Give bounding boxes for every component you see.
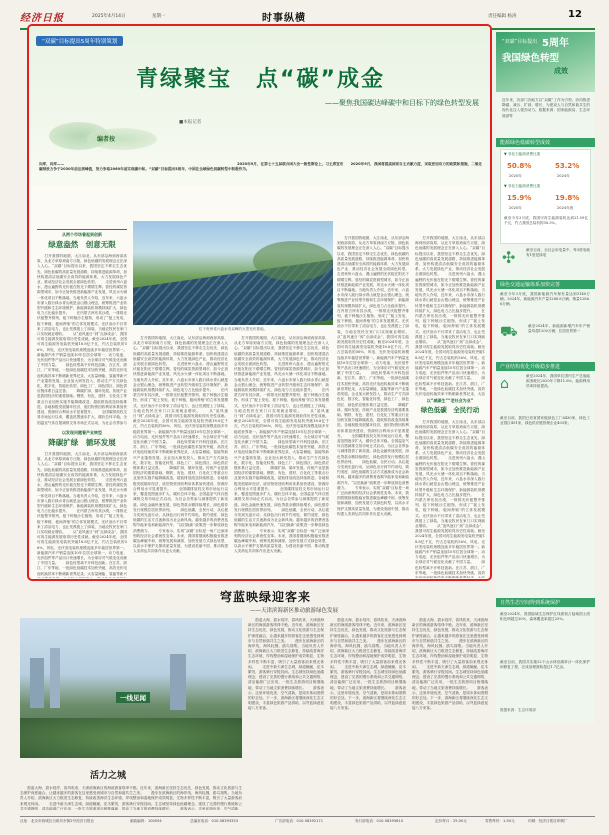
leaf-illustration — [39, 118, 159, 158]
factory-icon: ⌂ — [500, 376, 509, 392]
section-energy: 能源绿色低碳转型成效 — [496, 138, 595, 147]
stat-green-factories: 截至目前，我国已培育国家级绿色工厂6430家，绿色工业园区491家，绿色供应链管理企业403家。 — [500, 416, 590, 426]
stat-nev-sales: 截至2024年，新能源新增汽车年产销量均超1200万辆，位居世界第一 — [528, 324, 590, 334]
feature-byline: ■本报记者 — [179, 120, 211, 125]
stat-nev: 截至今年3月底，我国新能源汽车保有量达到3140万辆。2024年，新能源汽车产量1288.8万辆，销量1286.6万辆。 — [500, 292, 590, 307]
anniversary-badge: “双碳”目标提出5周年特别策划 — [36, 36, 123, 46]
wind-turbine-icon: ✣ — [502, 248, 516, 267]
stat-restoration: 截至目前，我国共实施52个山水林田湖草沙一体化保护和修复工程，完成治理面积超过1.7亿亩。 — [500, 660, 590, 670]
issue-date: 2025年4月14日 — [92, 14, 126, 19]
footer-printer: 印刷：经济日报社印刷厂 — [528, 819, 568, 823]
lower-article — [20, 618, 490, 813]
infographic-sidebar — [496, 32, 595, 724]
section-title: 时事纵横 — [262, 13, 306, 24]
energy-card: ▼ 非化石能源消费比重 50.8% 53.2% 2020年 2024年 ▼ 非化石能源消费比重 15.9% 19.8% 2020年 2024年底 截至今年3月底，我国可再生能源装机达到21.59亿千瓦，约占我国总装机的58.3%。 — [500, 149, 591, 244]
sidebar-intro: 近年来，各部门各地方以“双碳”工作为引领，协同推进降碳、减污、扩绿、增长，为建设人与自然和谐共生的现代化注入强劲动力。数据来源：国家能源局、生态环境部等 — [502, 98, 590, 118]
stat-ecology-redline: 截至2024年，我国陆域生态保护红线面积占陆域国土面积比例超过30%，森林覆盖率超过25%。 — [500, 612, 590, 622]
issue-weekday: 星期一 — [152, 14, 166, 19]
body-col2-a: 打开我国的地图，大江南北，从东部沿海到西部高原，从北方草原到南方丘陵，绿色低碳的发展理念正在深入人心。“双碳”目标提出以来，我国坚定不移走生态优先、绿色低碳的高质量发展道路，持续推进能源革命，加快构建清洁低碳安全高效的能源体系，大力发展绿色产业，推动经济社会发展全面绿色转型。 走进贵州六盘水，漫山遍野的光伏板在阳光下熠熠生辉。曾经的煤炭资源型城市，如今正加快推进新能源产业发展，风光水火储一体化项目不断落地。当地负责人介绍，近年来，六盘水市深入践行绿水青山就是金山银山理念，统筹推进产业转型升级和生态环境保护，新能源装机规模持续扩大，绿色电力占比稳步提升。 在内蒙古库布其沙漠，一排排光伏板整齐排列，板下种植沙生植物，形成了“板上发电、板下种植、板间养殖”的立体发展模式。光伏治沙不仅带来了清洁电力，也让荒漠披上了绿装，当地农牧民在家门口实现就业增收。 从“追风逐日”到“点绿成金”，我国可再生能源发展取得历史性成就。截至2024年底，全国可再生能源发电装机突破18.8亿千瓦，约占总装机的56%，风电、光伏发电装机规模连续多年稳居世界第一。新能源汽车产销量连续10年位居全球第一，动力电池、光伏组件等产品出口快速增长，为全球应对气候变化贡献了中国力量。 绿色转型离不开科技创新。在江苏、浙江、广东等地，一批绿色低碳技术加快突破，高效光伏电池转换效率不断刷新世界纪录，大容量储能、氢能等新兴产业蓬勃发展。企业加大研发投入，推动生产方式绿色化、数字化、智能化转型，绿色工厂、绿色园区、绿色供应链体系日益完善。 降碳扩绿，循环发展。传统产业是我国经济的重要基础。钢铁、有色、建材、石化化工等重点行业加快实施节能降碳改造，超低排放改造持续推进。各地积极发展循环经济，废旧物资回收利用体系加快建设，资源综合利用水平显著提升。 全国碳排放权交易市场运行以来，覆盖范围逐步扩大，碳价总体平稳。全国温室气体自愿减排交易市场正式启动，为社会各界参与减排提供了新渠道。绿色金融快速发展，绿色贷款余额持续增长，绿色债券发行规模位居世界前列。 绿色低碳，全民行动。从垃圾分类到光盘行动，从绿色出行到节约用电，简约适度、绿色低碳的生活方式逐渐成为社会新风尚。越来越多的消费者选购节能家电和新能源汽车，“以旧换新”政策进一步释放绿色消费潜力。 专家表示，实现“双碳”目标是一场广泛而深刻的经济社会系统性变革。未来，我国将继续积极稳妥推进碳达峰碳中和，统筹发展和减排，加快发展方式绿色转型，以高水平保护支撑高质量发展，为建设美丽中国、推动构建人类命运共同体作出更大贡献。 — [133, 336, 228, 554]
body-col3-a: 打开我国的地图，大江南北，从东部沿海到西部高原，从北方草原到南方丘陵，绿色低碳的发展理念正在深入人心。“双碳”目标提出以来，我国坚定不移走生态优先、绿色低碳的高质量发展道路，持续推进能源革命，加快构建清洁低碳安全高效的能源体系，大力发展绿色产业，推动经济社会发展全面绿色转型。 走进贵州六盘水，漫山遍野的光伏板在阳光下熠熠生辉。曾经的煤炭资源型城市，如今正加快推进新能源产业发展，风光水火储一体化项目不断落地。当地负责人介绍，近年来，六盘水市深入践行绿水青山就是金山银山理念，统筹推进产业转型升级和生态环境保护，新能源装机规模持续扩大，绿色电力占比稳步提升。 在内蒙古库布其沙漠，一排排光伏板整齐排列，板下种植沙生植物，形成了“板上发电、板下种植、板间养殖”的立体发展模式。光伏治沙不仅带来了清洁电力，也让荒漠披上了绿装，当地农牧民在家门口实现就业增收。 从“追风逐日”到“点绿成金”，我国可再生能源发展取得历史性成就。截至2024年底，全国可再生能源发电装机突破18.8亿千瓦，约占总装机的56%，风电、光伏发电装机规模连续多年稳居世界第一。新能源汽车产销量连续10年位居全球第一，动力电池、光伏组件等产品出口快速增长，为全球应对气候变化贡献了中国力量。 绿色转型离不开科技创新。在江苏、浙江、广东等地，一批绿色低碳技术加快突破，高效光伏电池转换效率不断刷新世界纪录，大容量储能、氢能等新兴产业蓬勃发展。企业加大研发投入，推动生产方式绿色化、数字化、智能化转型，绿色工厂、绿色园区、绿色供应链体系日益完善。 降碳扩绿，循环发展。传统产业是我国经济的重要基础。钢铁、有色、建材、石化化工等重点行业加快实施节能降碳改造，超低排放改造持续推进。各地积极发展循环经济，废旧物资回收利用体系加快建设，资源综合利用水平显著提升。 全国碳排放权交易市场运行以来，覆盖范围逐步扩大，碳价总体平稳。全国温室气体自愿减排交易市场正式启动，为社会各界参与减排提供了新渠道。绿色金融快速发展，绿色贷款余额持续增长，绿色债券发行规模位居世界前列。 绿色低碳，全民行动。从垃圾分类到光盘行动，从绿色出行到节约用电，简约适度、绿色低碳的生活方式逐渐成为社会新风尚。越来越多的消费者选购节能家电和新能源汽车，“以旧换新”政策进一步释放绿色消费潜力。 专家表示，实现“双碳”目标是一场广泛而深刻的经济社会系统性变革。未来，我国将继续积极稳妥推进碳达峰碳中和，统筹发展和减排，加快发展方式绿色转型，以高水平保护支撑高质量发展，为建设美丽中国、推动构建人类命运共同体作出更大贡献。 — [234, 336, 329, 554]
footer — [20, 819, 595, 829]
body-col5-b: 打开我国的地图，大江南北，从东部沿海到西部高原，从北方草原到南方丘陵，绿色低碳的发展理念正在深入人心。“双碳”目标提出以来，我国坚定不移走生态优先、绿色低碳的高质量发展道路，持续推进能源革命，加快构建清洁低碳安全高效的能源体系，大力发展绿色产业，推动经济社会发展全面绿色转型。 走进贵州六盘水，漫山遍野的光伏板在阳光下熠熠生辉。曾经的煤炭资源型城市，如今正加快推进新能源产业发展，风光水火储一体化项目不断落地。当地负责人介绍，近年来，六盘水市深入践行绿水青山就是金山银山理念，统筹推进产业转型升级和生态环境保护，新能源装机规模持续扩大，绿色电力占比稳步提升。 在内蒙古库布其沙漠，一排排光伏板整齐排列，板下种植沙生植物，形成了“板上发电、板下种植、板间养殖”的立体发展模式。光伏治沙不仅带来了清洁电力，也让荒漠披上了绿装，当地农牧民在家门口实现就业增收。 从“追风逐日”到“点绿成金”，我国可再生能源发展取得历史性成就。截至2024年底，全国可再生能源发电装机突破18.8亿千瓦，约占总装机的56%，风电、光伏发电装机规模连续多年稳居世界第一。新能源汽车产销量连续10年位居全球第一，动力电池、光伏组件等产品出口快速增长，为全球应对气候变化贡献了中国力量。 绿色转型离不开科技创新。在江苏、浙江、广东等地，一批绿色低碳技术加快突破，高效 — [415, 420, 485, 575]
photo-caption: 位于贵州省六盘水市双峰的大型光伏基地。 — [198, 327, 268, 331]
field-notes-label: 一线见闻 — [116, 692, 150, 703]
section-transport: 绿色交通运输体系加快完善 — [496, 280, 595, 289]
photo-description: 蔚蓝大海，碧水绕岸，春风吹来，天津滨海新区的海滨游客络绎不绝。近年来，滨海新区坚持生态优先、绿色发展，推动文化旅游与生态保护深度融合，让越来越多的游客在这里感受到城市与自然和谐共生之美。 漫步在滨海新区的海岸线，海风轻拂，鸥鸟翔集。当地负责人介绍，滨海新区大力推进生态修复，持续改善海洋生态环境，岸线整治和湿地保护成效明显，生物多样性不断丰富，吸引了大量游客前来观光休闲。 走进中新天津生态城，绿道蜿蜒，花木繁茂，游客骑行穿梭其间。生态城坚持绿色低碳理念，建设了完善的慢行系统和公共交通网络，清洁能源广泛应用，一批生态旅游项目相继落地，带动了当地文旅消费持续增长。 游客表示，这里环境优美、空气清新， — [20, 786, 242, 810]
stat-energy-intensity: 截至2024年，我国单位国内生产总值能源消耗比2020年下降11.6%，能源利用效率持续提高。 — [526, 374, 590, 389]
footer-price: 定价每月：25.00元 — [435, 819, 467, 823]
editor-note-text: 向库，向库—— 2020年9月，在第七十五届联合国大会一般性辩论上，习主席宣布 2020年9月，我国将提高国家自主贡献力度，采取更加有力的政策和措施，二氧化碳排放力争于2030年前达到峰值，努力争取2060年前实现碳中和。“双碳”目标提出5周年，中国在全球绿色低碳转型中积极作为。 — [39, 162, 482, 172]
newspaper-logo: 经济日报 — [20, 13, 64, 24]
footer-postcode: 邮政编码：100054 — [130, 819, 162, 823]
footer-retail: 零售每份：1.50元 — [485, 819, 515, 823]
lower-body-col3: 蔚蓝大海，碧水绕岸，春风吹来，天津滨海新区的海滨游客络绎不绝。近年来，滨海新区坚持生态优先、绿色发展，推动文化旅游与生态保护深度融合，让越来越多的游客在这里感受到城市与自然和谐共生之美。 漫步在滨海新区的海岸线，海风轻拂，鸥鸟翔集。当地负责人介绍，滨海新区大力推进生态修复，持续改善海洋生态环境，岸线整治和湿地保护成效明显，生物多样性不断丰富，吸引了大量游客前来观光休闲。 走进中新天津生态城，绿道蜿蜒，花木繁茂，游客骑行穿梭其间。生态城坚持绿色低碳理念，建设了完善的慢行系统和公共交通网络，清洁能源广泛应用，一批生态旅游项目相继落地，带动了当地文旅消费持续增长。 游客表示，这里环境优美、空气清新，是周末休闲度假的好去处。下一步，滨海新区将继续深化生态文明建设，丰富绿色旅游产品供给，以穹蓝绿意迎接八方来客。 — [412, 618, 488, 711]
page-number: 12 — [568, 9, 582, 20]
feature-title: 青绿聚宝 点“碳”成金 — [136, 67, 385, 92]
feature-article — [27, 24, 492, 581]
subhead-1: 从两个市场看起到创新 绿意盎然 创意无限 — [37, 232, 127, 250]
body-col1-a: 打开我国的地图，大江南北，从东部沿海到西部高原，从北方草原到南方丘陵，绿色低碳的发展理念正在深入人心。“双碳”目标提出以来，我国坚定不移走生态优先、绿色低碳的高质量发展道路，持续推进能源革命，加快构建清洁低碳安全高效的能源体系，大力发展绿色产业，推动经济社会发展全面绿色转型。 走进贵州六盘水，漫山遍野的光伏板在阳光下熠熠生辉。曾经的煤炭资源型城市，如今正加快推进新能源产业发展，风光水火储一体化项目不断落地。当地负责人介绍，近年来，六盘水市深入践行绿水青山就是金山银山理念，统筹推进产业转型升级和生态环境保护，新能源装机规模持续扩大，绿色电力占比稳步提升。 在内蒙古库布其沙漠，一排排光伏板整齐排列，板下种植沙生植物，形成了“板上发电、板下种植、板间养殖”的立体发展模式。光伏治沙不仅带来了清洁电力，也让荒漠披上了绿装，当地农牧民在家门口实现就业增收。 从“追风逐日”到“点绿成金”，我国可再生能源发展取得历史性成就。截至2024年底，全国可再生能源发电装机突破18.8亿千瓦，约占总装机的56%，风电、光伏发电装机规模连续多年稳居世界第一。新能源汽车产销量连续10年位居全球第一，动力电池、光伏组件等产品出口快速增长，为全球应对气候变化贡献了中国力量。 绿色转型离不开科技创新。在江苏、浙江、广东等地，一批绿色低碳技术加快突破，高效光伏电池转换效率不断刷新世界纪录，大容量储能、氢能等新兴产业蓬勃发展。企业加大研发投入，推动生产方式绿色化、数字化、智能化转型，绿色工厂、绿色园区、绿色供应链体系日益完善。 降碳扩绿，循环发展。传统产业是我国经济的重要基础。钢铁、有色、建材、石化化工等重点行业加快实施节能降碳改造，超低排放改造持续推进。各地积极发展循环经济，废旧物资回收利用体系加快建设，资源综合利用水平显著提升。 全国碳排放权交易市场运行以来，覆盖范围逐步扩大，碳价总体平稳。全国温室气体自愿减排交易市场正式启动，为社会各界参与 — [37, 254, 127, 425]
stat-green-power: 截至目前，全社会用电量中，每3度电就有1度是绿电 — [526, 248, 590, 258]
footer-ad: 广告部电话：010-58392171 — [275, 819, 324, 823]
editor-note-heading: 编者按 — [97, 136, 116, 143]
photo-title: 活力之城 — [90, 771, 127, 781]
subhead-3: 以“减碳生”“老社会为业” 绿色低碳 全民行动 — [420, 398, 480, 415]
lower-body-col1: 蔚蓝大海，碧水绕岸，春风吹来，天津滨海新区的海滨游客络绎不绝。近年来，滨海新区坚持生态优先、绿色发展，推动文化旅游与生态保护深度融合，让越来越多的游客在这里感受到城市与自然和谐共生之美。 漫步在滨海新区的海岸线，海风轻拂，鸥鸟翔集。当地负责人介绍，滨海新区大力推进生态修复，持续改善海洋生态环境，岸线整治和湿地保护成效明显，生物多样性不断丰富，吸引了大量游客前来观光休闲。 走进中新天津生态城，绿道蜿蜒，花木繁茂，游客骑行穿梭其间。生态城坚持绿色低碳理念，建设了完善的慢行系统和公共交通网络，清洁能源广泛应用，一批生态旅游项目相继落地，带动了当地文旅消费持续增长。 游客表示，这里环境优美、空气清新，是周末休闲度假的好去处。下一步，滨海新区将继续深化生态文明建设，丰富绿色旅游产品供给，以穹蓝绿意迎接八方来客。 — [248, 618, 324, 711]
footer-rule — [20, 816, 595, 817]
footer-phone: 总编室电话：010-58393333 — [190, 819, 239, 823]
sidebar-banner: “双碳”目标提出 5周年 我国绿色转型 成效 — [496, 32, 595, 92]
lower-body-col2: 蔚蓝大海，碧水绕岸，春风吹来，天津滨海新区的海滨游客络绎不绝。近年来，滨海新区坚持生态优先、绿色发展，推动文化旅游与生态保护深度融合，让越来越多的游客在这里感受到城市与自然和谐共生之美。 漫步在滨海新区的海岸线，海风轻拂，鸥鸟翔集。当地负责人介绍，滨海新区大力推进生态修复，持续改善海洋生态环境，岸线整治和湿地保护成效明显，生物多样性不断丰富，吸引了大量游客前来观光休闲。 走进中新天津生态城，绿道蜿蜒，花木繁茂，游客骑行穿梭其间。生态城坚持绿色低碳理念，建设了完善的慢行系统和公共交通网络，清洁能源广泛应用，一批生态旅游项目相继落地，带动了当地文旅消费持续增长。 游客表示，这里环境优美、空气清新，是周末休闲度假的好去处。下一步，滨海新区将继续深化生态文明建设，丰富绿色旅游产品供给，以穹蓝绿意迎接八方来客。 — [330, 618, 406, 711]
subhead-2: 以发现问题看产业转型 降碳扩绿 循环发展 — [48, 430, 116, 448]
data-source: 数据来源：生态环境部 — [500, 708, 536, 712]
feature-subtitle: ——聚焦我国碳达峰碳中和目标下的绿色转型发展 — [325, 99, 479, 107]
footer-address: 社址：北京市西城区白纸坊东街2号经济日报社 — [20, 819, 95, 823]
section-industry: 产业结构优化升级稳步推进 — [496, 362, 595, 371]
section-ecology-title: 自然生态空间得到系统保护 — [496, 598, 595, 607]
body-col5-a: 打开我国的地图，大江南北，从东部沿海到西部高原，从北方草原到南方丘陵，绿色低碳的发展理念正在深入人心。“双碳”目标提出以来，我国坚定不移走生态优先、绿色低碳的高质量发展道路，持续推进能源革命，加快构建清洁低碳安全高效的能源体系，大力发展绿色产业，推动经济社会发展全面绿色转型。 走进贵州六盘水，漫山遍野的光伏板在阳光下熠熠生辉。曾经的煤炭资源型城市，如今正加快推进新能源产业发展，风光水火储一体化项目不断落地。当地负责人介绍，近年来，六盘水市深入践行绿水青山就是金山银山理念，统筹推进产业转型升级和生态环境保护，新能源装机规模持续扩大，绿色电力占比稳步提升。 在内蒙古库布其沙漠，一排排光伏板整齐排列，板下种植沙生植物，形成了“板上发电、板下种植、板间养殖”的立体发展模式。光伏治沙不仅带来了清洁电力，也让荒漠披上了绿装，当地农牧民在家门口实现就业增收。 从“追风逐日”到“点绿成金”，我国可再生能源发展取得历史性成就。截至2024年底，全国可再生能源发电装机突破18.8亿千瓦，约占总装机的56%，风电、光伏发电装机规模连续多年稳居世界第一。新能源汽车产销量连续10年位居全球第一，动力电池、光伏组件等产品出口快速增长，为全球应对气候变化贡献了中国力量。 绿色转型离不开科技创新。在江苏、浙江、广东等地，一批绿色低碳技术加快突破，高效光伏电池转换效率不断刷新世界纪录，大容 — [415, 236, 485, 396]
solar-farm-photo — [133, 221, 333, 325]
lower-article-subtitle: ——天津滨海新区推动旅游绿色发展 — [250, 608, 339, 614]
body-col1-b: 打开我国的地图，大江南北，从东部沿海到西部高原，从北方草原到南方丘陵，绿色低碳的发展理念正在深入人心。“双碳”目标提出以来，我国坚定不移走生态优先、绿色低碳的高质量发展道路，持续推进能源革命，加快构建清洁低碳安全高效的能源体系，大力发展绿色产业，推动经济社会发展全面绿色转型。 走进贵州六盘水，漫山遍野的光伏板在阳光下熠熠生辉。曾经的煤炭资源型城市，如今正加快推进新能源产业发展，风光水火储一体化项目不断落地。当地负责人介绍，近年来，六盘水市深入践行绿水青山就是金山银山理念，统筹推进产业转型升级和生态环境保护，新能源装机规模持续扩大，绿色电力占比稳步提升。 在内蒙古库布其沙漠，一排排光伏板整齐排列，板下种植沙生植物，形成了“板上发电、板下种植、板间养殖”的立体发展模式。光伏治沙不仅带来了清洁电力，也让荒漠披上了绿装，当地农牧民在家门口实现就业增收。 从“追风逐日”到“点绿成金”，我国可再生能源发展取得历史性成就。截至2024年底，全国可再生能源发电装机突破18.8亿千瓦，约占总装机的56%，风电、光伏发电装机规模连续多年稳居世界第一。新能源汽车产销量连续10年位居全球第一，动力电池、光伏组件等产品出口快速增长，为全球应对气候变化贡献了中国力量。 绿色转型离不开科技创新。在江苏、浙江、广东等地，一批绿色低碳技术加快突破，高效光伏电池转换效率不断刷新世界纪录，大容量储能、氢能等新兴 — [37, 452, 127, 576]
page-editors: 责任编辑 杨涛 — [488, 14, 517, 19]
body-col4-a: 打开我国的地图，大江南北，从东部沿海到西部高原，从北方草原到南方丘陵，绿色低碳的发展理念正在深入人心。“双碳”目标提出以来，我国坚定不移走生态优先、绿色低碳的高质量发展道路，持续推进能源革命，加快构建清洁低碳安全高效的能源体系，大力发展绿色产业，推动经济社会发展全面绿色转型。 走进贵州六盘水，漫山遍野的光伏板在阳光下熠熠生辉。曾经的煤炭资源型城市，如今正加快推进新能源产业发展，风光水火储一体化项目不断落地。当地负责人介绍，近年来，六盘水市深入践行绿水青山就是金山银山理念，统筹推进产业转型升级和生态环境保护，新能源装机规模持续扩大，绿色电力占比稳步提升。 在内蒙古库布其沙漠，一排排光伏板整齐排列，板下种植沙生植物，形成了“板上发电、板下种植、板间养殖”的立体发展模式。光伏治沙不仅带来了清洁电力，也让荒漠披上了绿装，当地农牧民在家门口实现就业增收。 从“追风逐日”到“点绿成金”，我国可再生能源发展取得历史性成就。截至2024年底，全国可再生能源发电装机突破18.8亿千瓦，约占总装机的56%，风电、光伏发电装机规模连续多年稳居世界第一。新能源汽车产销量连续10年位居全球第一，动力电池、光伏组件等产品出口快速增长，为全球应对气候变化贡献了中国力量。 绿色转型离不开科技创新。在江苏、浙江、广东等地，一批绿色低碳技术加快突破，高效光伏电池转换效率不断刷新世界纪录，大容量储能、氢能等新兴产业蓬勃发展。企业加大研发投入，推动生产方式绿色化、数字化、智能化转型，绿色工厂、绿色园区、绿色供应链体系日益完善。 降碳扩绿，循环发展。传统产业是我国经济的重要基础。钢铁、有色、建材、石化化工等重点行业加快实施节能降碳改造，超低排放改造持续推进。各地积极发展循环经济，废旧物资回收利用体系加快建设，资源综合利用水平显著提升。 全国碳排放权交易市场运行以来，覆盖范围逐步扩大，碳价总体平稳。全国温室气体自愿减排交易市场正式启动，为社会各界参与减排提供了新渠道。绿色金融快速发展，绿色贷款余额持续增长，绿色债券发行规模位居世界前列。 绿色低碳，全民行动。从垃圾分类到光盘行动，从绿色出行到节约用电，简约适度、绿色低碳的生活方式逐渐成为社会新风尚。越来越多的消费者选购节能家电和新能源汽车，“以旧换新”政策进一步释放绿色消费潜力。 专家表示，实现“双碳”目标是一场广泛而深刻的经济社会系统性变革。未来，我国将继续积极稳妥推进碳达峰碳中和，统筹发展和减排，加快发展方式绿色转型，以高水平保护支撑高质量发展，为建设美丽中国、推动构建人类命运共同体作出更大贡献。 — [337, 236, 409, 516]
car-icon: ⛟ — [500, 324, 518, 340]
lower-article-title: 穹蓝映绿迎客来 — [220, 590, 312, 604]
footer-distribution: 发行部电话：010-58393610 — [355, 819, 404, 823]
city-photo — [20, 618, 242, 758]
